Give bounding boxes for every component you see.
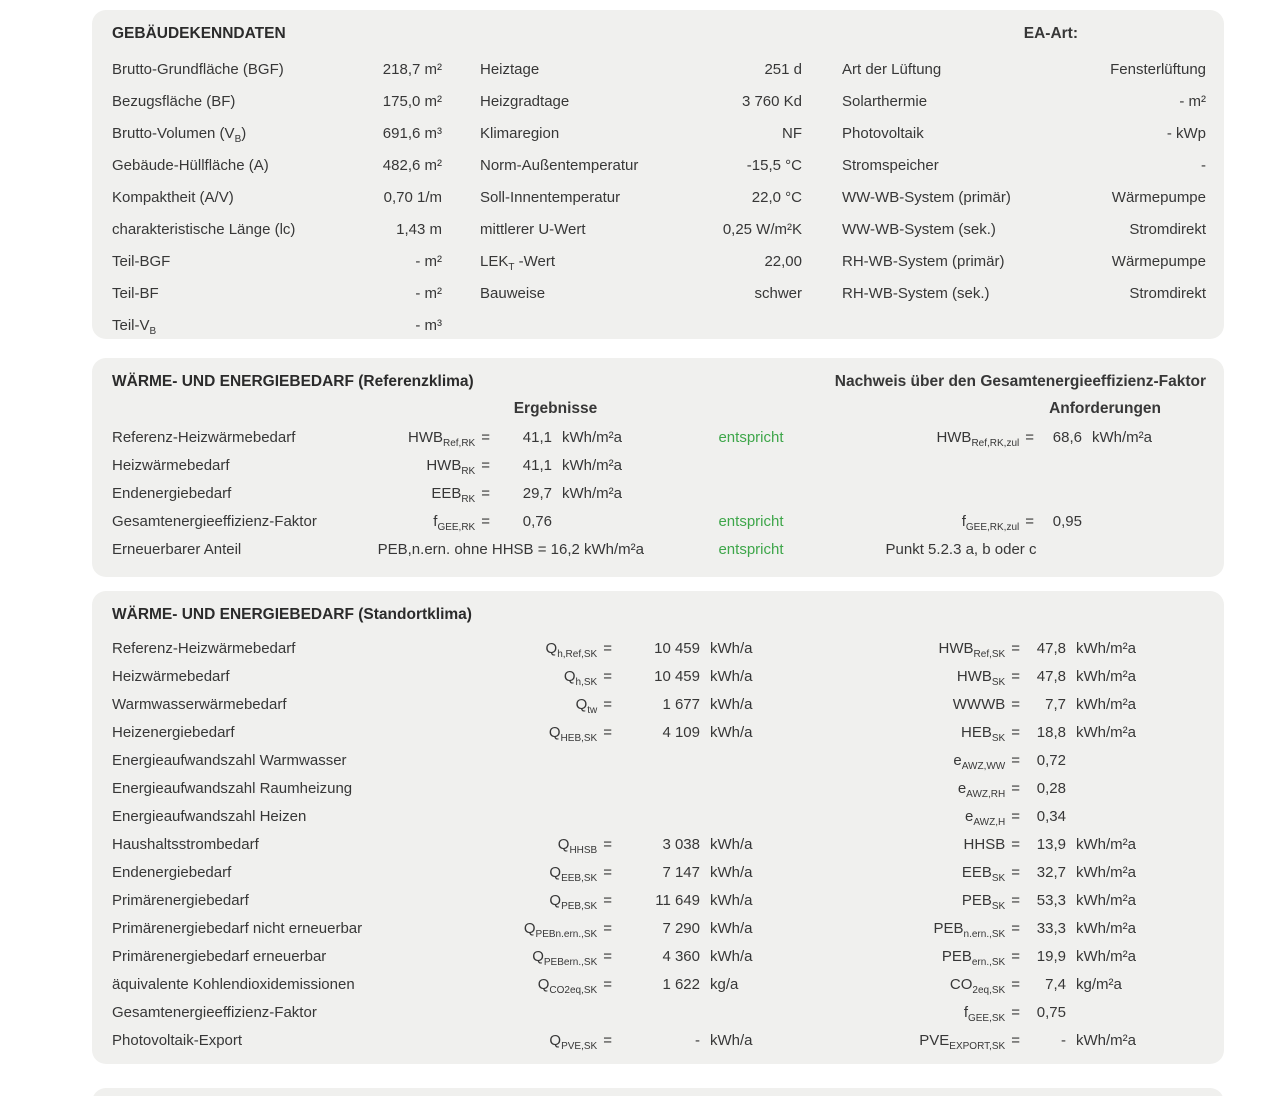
absolute-unit — [700, 775, 810, 803]
specific-unit: kWh/m²a — [1076, 724, 1136, 741]
absolute-value — [612, 803, 700, 831]
building-data-row — [842, 182, 1206, 214]
field-label: Heiztage — [480, 61, 540, 78]
field-label: Photovoltaik — [842, 125, 924, 142]
result-value: 41,1 — [522, 457, 552, 474]
specific-unit — [1066, 747, 1206, 775]
absolute-unit: kWh/a — [710, 640, 753, 657]
row-label: Endenergiebedarf — [112, 864, 232, 881]
row-label: Primärenergiebedarf erneuerbar — [112, 948, 327, 965]
absolute-unit: kWh/a — [710, 864, 753, 881]
specific-symbol: $PEB_{SK}$ = — [961, 892, 1020, 912]
field-label: RH-WB-System (sek.) — [842, 285, 990, 302]
energy-demand-row — [112, 803, 1206, 831]
result-unit: kWh/m²a — [562, 457, 622, 474]
field-value: 251 d — [764, 61, 802, 78]
specific-symbol: $PVE_{EXPORT,SK}$ = — [919, 1032, 1020, 1052]
ea-art-label: EA-Art: — [1023, 25, 1078, 42]
absolute-unit: kWh/a — [710, 920, 753, 937]
building-data-row — [112, 214, 442, 246]
building-data-column-2 — [480, 54, 802, 339]
specific-value: 13,9 — [1036, 836, 1066, 853]
renewable-share-value: PEB,n.ern. ohne HHSB = 16,2 kWh/m²a — [377, 541, 644, 558]
field-value: 22,00 — [764, 253, 802, 270]
specific-symbol: $e_{AWZ,RH}$ = — [957, 780, 1020, 800]
field-label: Bauweise — [480, 285, 546, 302]
building-data-row — [842, 54, 1206, 86]
result-symbol: $f_{GEE,RK}$ = — [433, 513, 490, 533]
absolute-symbol: $Q_{HEB,SK}$ = — [548, 724, 612, 744]
panel-title: GEBÄUDEKENNDATEN — [112, 25, 286, 42]
energy-demand-row — [112, 719, 1206, 747]
energy-demand-row — [112, 424, 1206, 452]
field-label: Art der Lüftung — [842, 61, 942, 78]
specific-symbol: $HWB_{Ref,SK}$ = — [938, 640, 1020, 660]
energy-demand-row — [112, 480, 1206, 508]
result-symbol: $HWB_{Ref,RK}$ = — [408, 429, 490, 449]
energy-demand-row — [112, 859, 1206, 887]
result-unit: kWh/m²a — [562, 485, 622, 502]
specific-unit: kWh/m²a — [1076, 892, 1136, 909]
result-value: 0,76 — [522, 513, 552, 530]
absolute-unit: kWh/a — [710, 948, 753, 965]
row-label: Heizwärmebedarf — [112, 457, 230, 474]
building-data-row — [480, 246, 802, 278]
absolute-symbol: $Q_{PVE,SK}$ = — [549, 1032, 612, 1052]
row-label: Warmwasserwärmebedarf — [112, 696, 287, 713]
specific-unit — [1066, 803, 1206, 831]
specific-unit: kg/m²a — [1076, 976, 1122, 993]
building-data-column-1 — [112, 54, 442, 339]
absolute-value: 10 459 — [654, 668, 700, 685]
field-value: - m² — [415, 253, 442, 270]
result-value: 29,7 — [522, 485, 552, 502]
building-data-row — [112, 54, 442, 86]
specific-value: 0,34 — [1036, 808, 1066, 825]
requirement-unit — [1082, 480, 1206, 508]
field-value: Stromdirekt — [1129, 221, 1206, 238]
field-label: Norm-Außentemperatur — [480, 157, 639, 174]
field-value: 1,43 m — [396, 221, 442, 238]
field-label: Kompaktheit (A/V) — [112, 189, 234, 206]
field-value: - — [1201, 157, 1206, 174]
specific-value: 0,28 — [1036, 780, 1066, 797]
energy-demand-row — [112, 452, 1206, 480]
specific-symbol: $EEB_{SK}$ = — [961, 864, 1020, 884]
efficiency-proof-title: Nachweis über den Gesamtenergieeffizienz-Faktor — [834, 373, 1206, 390]
absolute-symbol — [452, 747, 612, 775]
absolute-symbol: $Q_{tw}$ = — [575, 696, 612, 716]
compliance-status — [696, 480, 806, 508]
building-data-row — [480, 54, 802, 86]
absolute-value: 4 109 — [662, 724, 700, 741]
field-value: 175,0 m² — [382, 93, 442, 110]
field-label: $LEK_T$ -Wert — [480, 253, 556, 273]
building-data-row — [842, 214, 1206, 246]
absolute-value — [612, 999, 700, 1027]
row-label: Primärenergiebedarf — [112, 892, 249, 909]
renewable-share-row — [112, 536, 1206, 564]
field-label: mittlerer U-Wert — [480, 221, 586, 238]
row-label: Energieaufwandszahl Raumheizung — [112, 780, 353, 797]
specific-unit: kWh/m²a — [1076, 948, 1136, 965]
specific-symbol: $HWB_{SK}$ = — [956, 668, 1020, 688]
field-label: WW-WB-System (sek.) — [842, 221, 996, 238]
building-data-header — [112, 22, 1206, 46]
absolute-value: 7 290 — [662, 920, 700, 937]
requirement-reference: Punkt 5.2.3 a, b oder c — [885, 541, 1037, 558]
building-data-column-3 — [842, 54, 1206, 339]
field-label: Bezugsfläche (BF) — [112, 93, 236, 110]
building-data-row — [112, 246, 442, 278]
building-data-row — [480, 278, 802, 310]
field-label: Teil-BGF — [112, 253, 171, 270]
result-symbol: $EEB_{RK}$ = — [431, 485, 490, 505]
specific-unit: kWh/m²a — [1076, 668, 1136, 685]
energy-demand-row — [112, 663, 1206, 691]
absolute-value — [612, 775, 700, 803]
row-label: Primärenergiebedarf nicht erneuerbar — [112, 920, 363, 937]
requirements-column-header: Anforderungen — [1049, 400, 1161, 417]
field-label: Brutto-Grundfläche (BGF) — [112, 61, 284, 78]
specific-symbol: $PEB_{ern.,SK}$ = — [941, 948, 1020, 968]
energy-demand-row — [112, 887, 1206, 915]
absolute-unit: kWh/a — [710, 1032, 753, 1049]
requirement-unit: kWh/m²a — [1092, 429, 1152, 446]
building-data-row — [842, 278, 1206, 310]
field-value: 691,6 m³ — [382, 125, 442, 142]
specific-value: 7,4 — [1045, 976, 1066, 993]
row-label: äquivalente Kohlendioxidemissionen — [112, 976, 355, 993]
energy-demand-row — [112, 747, 1206, 775]
result-unit: kWh/m²a — [562, 429, 622, 446]
panel-title: WÄRME- UND ENERGIEBEDARF (Standortklima) — [112, 606, 472, 623]
requirement-unit — [1082, 452, 1206, 480]
building-data-row — [842, 118, 1206, 150]
field-label: Teil-BF — [112, 285, 159, 302]
results-column-header: Ergebnisse — [513, 400, 598, 417]
absolute-unit: kg/a — [710, 976, 739, 993]
building-data-row — [112, 150, 442, 182]
building-data-row — [480, 86, 802, 118]
field-value: Stromdirekt — [1129, 285, 1206, 302]
specific-symbol: $PEB_{n.ern.,SK}$ = — [933, 920, 1020, 940]
field-value: - m² — [415, 285, 442, 302]
specific-value: 19,9 — [1036, 948, 1066, 965]
compliance-status: entspricht — [718, 429, 784, 446]
field-value: 0,25 W/m²K — [722, 221, 802, 238]
absolute-symbol — [452, 999, 612, 1027]
field-label: Gebäude-Hüllfläche (A) — [112, 157, 269, 174]
field-value: -15,5 °C — [746, 157, 802, 174]
requirement-symbol: $f_{GEE,RK,zul}$ = — [961, 513, 1034, 533]
field-label: charakteristische Länge (lc) — [112, 221, 296, 238]
field-value: 3 760 Kd — [741, 93, 802, 110]
row-label: Erneuerbarer Anteil — [112, 541, 242, 558]
building-data-row — [112, 86, 442, 118]
energy-demand-row — [112, 971, 1206, 999]
row-label: Heizwärmebedarf — [112, 668, 230, 685]
absolute-value: 10 459 — [654, 640, 700, 657]
field-value: Wärmepumpe — [1111, 189, 1206, 206]
field-label: Soll-Innentemperatur — [480, 189, 621, 206]
row-label: Heizenergiebedarf — [112, 724, 235, 741]
field-value: 22,0 °C — [751, 189, 802, 206]
energy-demand-row — [112, 999, 1206, 1027]
specific-value: 0,75 — [1036, 1004, 1066, 1021]
specific-symbol: $e_{AWZ,WW}$ = — [953, 752, 1020, 772]
absolute-value: 4 360 — [662, 948, 700, 965]
absolute-unit: kWh/a — [710, 892, 753, 909]
column-headers — [112, 394, 1206, 424]
spacer — [112, 394, 377, 424]
spacer — [644, 424, 696, 452]
specific-value: 47,8 — [1036, 640, 1066, 657]
absolute-symbol — [452, 775, 612, 803]
specific-value: 32,7 — [1036, 864, 1066, 881]
result-value: 41,1 — [522, 429, 552, 446]
absolute-value: 11 649 — [655, 892, 700, 909]
absolute-unit: kWh/a — [710, 836, 753, 853]
result-symbol: $HWB_{RK}$ = — [426, 457, 490, 477]
energy-demand-row — [112, 831, 1206, 859]
specific-symbol: $CO_{2eq,SK}$ = — [949, 976, 1020, 996]
specific-value: - — [1061, 1032, 1066, 1049]
energy-demand-row — [112, 915, 1206, 943]
site-climate-rows — [112, 635, 1206, 1055]
field-value: Fensterlüftung — [1110, 61, 1206, 78]
energy-certificate-page — [0, 10, 1280, 1096]
field-label: WW-WB-System (primär) — [842, 189, 1011, 206]
specific-symbol: $f_{GEE,SK}$ = — [963, 1004, 1020, 1024]
row-label: Gesamtenergieeffizienz-Faktor — [112, 1004, 317, 1021]
requirement-symbol — [806, 452, 1034, 480]
building-data-row — [112, 118, 442, 150]
specific-value: 47,8 — [1036, 668, 1066, 685]
requirement-symbol — [806, 480, 1034, 508]
field-value: 482,6 m² — [382, 157, 442, 174]
absolute-symbol — [452, 803, 612, 831]
energy-demand-row — [112, 508, 1206, 536]
compliance-status — [696, 452, 806, 480]
field-label: RH-WB-System (primär) — [842, 253, 1005, 270]
building-data-row — [112, 278, 442, 310]
building-data-row — [112, 182, 442, 214]
field-label: Stromspeicher — [842, 157, 939, 174]
specific-unit: kWh/m²a — [1076, 920, 1136, 937]
row-label: Haushaltsstrombedarf — [112, 836, 259, 853]
absolute-value — [612, 747, 700, 775]
absolute-symbol: $Q_{h,SK}$ = — [563, 668, 612, 688]
row-label: Energieaufwandszahl Heizen — [112, 808, 307, 825]
specific-value: 18,8 — [1036, 724, 1066, 741]
specific-unit: kWh/m²a — [1076, 696, 1136, 713]
spacer — [644, 536, 696, 564]
row-label: Energieaufwandszahl Warmwasser — [112, 752, 347, 769]
field-value: - m³ — [415, 317, 442, 334]
field-label: Brutto-Volumen $(V_B)$ — [112, 125, 247, 145]
field-value: Wärmepumpe — [1111, 253, 1206, 270]
spacer — [644, 508, 696, 536]
absolute-unit: kWh/a — [710, 668, 753, 685]
next-panel-partial — [92, 1088, 1224, 1096]
requirement-value: 68,6 — [1052, 429, 1082, 446]
row-label: Gesamtenergieeffizienz-Faktor — [112, 513, 317, 530]
absolute-value: 3 038 — [662, 836, 700, 853]
field-value: 218,7 m² — [382, 61, 442, 78]
specific-symbol: $HEB_{SK}$ = — [961, 724, 1020, 744]
requirement-value: 0,95 — [1052, 513, 1082, 530]
energy-demand-row — [112, 943, 1206, 971]
result-unit — [552, 508, 644, 536]
building-data-row — [480, 118, 802, 150]
absolute-unit: kWh/a — [710, 696, 753, 713]
row-label: Referenz-Heizwärmebedarf — [112, 429, 296, 446]
field-value: - kWp — [1166, 125, 1206, 142]
requirement-symbol: $HWB_{Ref,RK,zul}$ = — [936, 429, 1034, 449]
absolute-symbol: $Q_{EEB,SK}$ = — [549, 864, 612, 884]
reference-climate-header — [112, 370, 1206, 394]
reference-climate-rows — [112, 424, 1206, 536]
building-data-row — [842, 150, 1206, 182]
field-label: Heizgradtage — [480, 93, 570, 110]
building-data-row — [842, 86, 1206, 118]
specific-unit — [1066, 775, 1206, 803]
field-value: NF — [782, 125, 802, 142]
spacer — [644, 480, 696, 508]
absolute-symbol: $Q_{PEB,SK}$ = — [549, 892, 612, 912]
field-label: Solarthermie — [842, 93, 928, 110]
compliance-status: entspricht — [718, 541, 784, 558]
energy-demand-row — [112, 635, 1206, 663]
specific-unit: kWh/m²a — [1076, 836, 1136, 853]
absolute-unit: kWh/a — [710, 724, 753, 741]
panel-title: WÄRME- UND ENERGIEBEDARF (Referenzklima) — [112, 373, 474, 390]
energy-demand-row — [112, 1027, 1206, 1055]
absolute-symbol: $Q_{PEBern.,SK}$ = — [532, 948, 612, 968]
specific-unit — [1066, 999, 1206, 1027]
compliance-status: entspricht — [718, 513, 784, 530]
absolute-unit — [700, 747, 810, 775]
absolute-unit — [700, 999, 810, 1027]
site-climate-panel — [92, 591, 1224, 1064]
requirement-unit — [1082, 508, 1206, 536]
specific-unit: kWh/m²a — [1076, 864, 1136, 881]
building-data-row — [480, 150, 802, 182]
building-data-row — [480, 182, 802, 214]
absolute-value: 1 622 — [662, 976, 700, 993]
requirement-value — [1034, 480, 1082, 508]
row-label: Referenz-Heizwärmebedarf — [112, 640, 296, 657]
absolute-value: - — [695, 1032, 700, 1049]
absolute-value: 7 147 — [662, 864, 700, 881]
row-label: Photovoltaik-Export — [112, 1032, 243, 1049]
absolute-value: 1 677 — [662, 696, 700, 713]
specific-symbol: $e_{AWZ,H}$ = — [965, 808, 1020, 828]
field-value: schwer — [754, 285, 802, 302]
energy-demand-row — [112, 691, 1206, 719]
specific-unit: kWh/m²a — [1076, 1032, 1136, 1049]
building-data-row — [112, 310, 442, 339]
building-data-columns — [112, 54, 1206, 339]
building-data-row — [842, 246, 1206, 278]
specific-unit: kWh/m²a — [1076, 640, 1136, 657]
row-label: Endenergiebedarf — [112, 485, 232, 502]
absolute-symbol: $Q_{HHSB}$ = — [557, 836, 612, 856]
specific-value: 0,72 — [1036, 752, 1066, 769]
absolute-unit — [700, 803, 810, 831]
building-data-panel — [92, 10, 1224, 339]
specific-value: 33,3 — [1036, 920, 1066, 937]
field-label: Klimaregion — [480, 125, 560, 142]
field-value: - m² — [1179, 93, 1206, 110]
requirement-value — [1034, 452, 1082, 480]
absolute-symbol: $Q_{PEBn.ern.,SK}$ = — [523, 920, 612, 940]
reference-climate-panel — [92, 358, 1224, 577]
absolute-symbol: $Q_{CO2eq,SK}$ = — [537, 976, 612, 996]
spacer — [644, 452, 696, 480]
specific-symbol: WWWB = — [952, 696, 1020, 713]
field-value: 0,70 1/m — [383, 189, 442, 206]
specific-value: 53,3 — [1036, 892, 1066, 909]
field-label: Teil-$V_B$ — [112, 317, 157, 337]
energy-demand-row — [112, 775, 1206, 803]
absolute-symbol: $Q_{h,Ref,SK}$ = — [545, 640, 612, 660]
specific-value: 7,7 — [1045, 696, 1066, 713]
specific-symbol: HHSB = — [963, 836, 1020, 853]
building-data-row — [480, 214, 802, 246]
